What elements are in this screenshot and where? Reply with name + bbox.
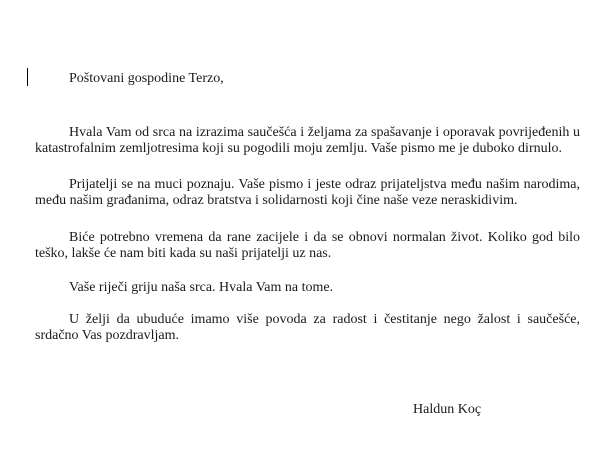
- paragraph-recovery: Biće potrebno vremena da rane zacijele i da se obnovi normalan život. Koliko god bilo teško, lakše će nam biti kada su naši prijatelji uz nas.: [35, 230, 580, 261]
- salutation: Poštovani gospodine Terzo,: [69, 71, 224, 86]
- paragraph-thanks: Hvala Vam od srca na izrazima saučešća i željama za spašavanje i oporavak povrijeđenih u katastrofalnim zemljotresima koji su pogodili moju zemlju. Vaše pismo me je duboko dirnulo.: [35, 125, 580, 156]
- paragraph-gratitude: Vaše riječi griju naša srca. Hvala Vam na tome.: [69, 280, 334, 295]
- paragraph-closing: U želji da ubuduće imamo više povoda za radost i čestitanje nego žalost i saučešće, srdačno Vas pozdravljam.: [35, 312, 580, 343]
- letter-body: [35, 71, 580, 363]
- signature: Haldun Koç: [413, 402, 482, 417]
- text-cursor: [27, 68, 28, 86]
- paragraph-friendship: Prijatelji se na muci poznaju. Vaše pismo i jeste odraz prijateljstva među našim narodima, među našim građanima, odraz bratstva i solidarnosti koji čine naše veze neraskidivim.: [35, 177, 580, 208]
